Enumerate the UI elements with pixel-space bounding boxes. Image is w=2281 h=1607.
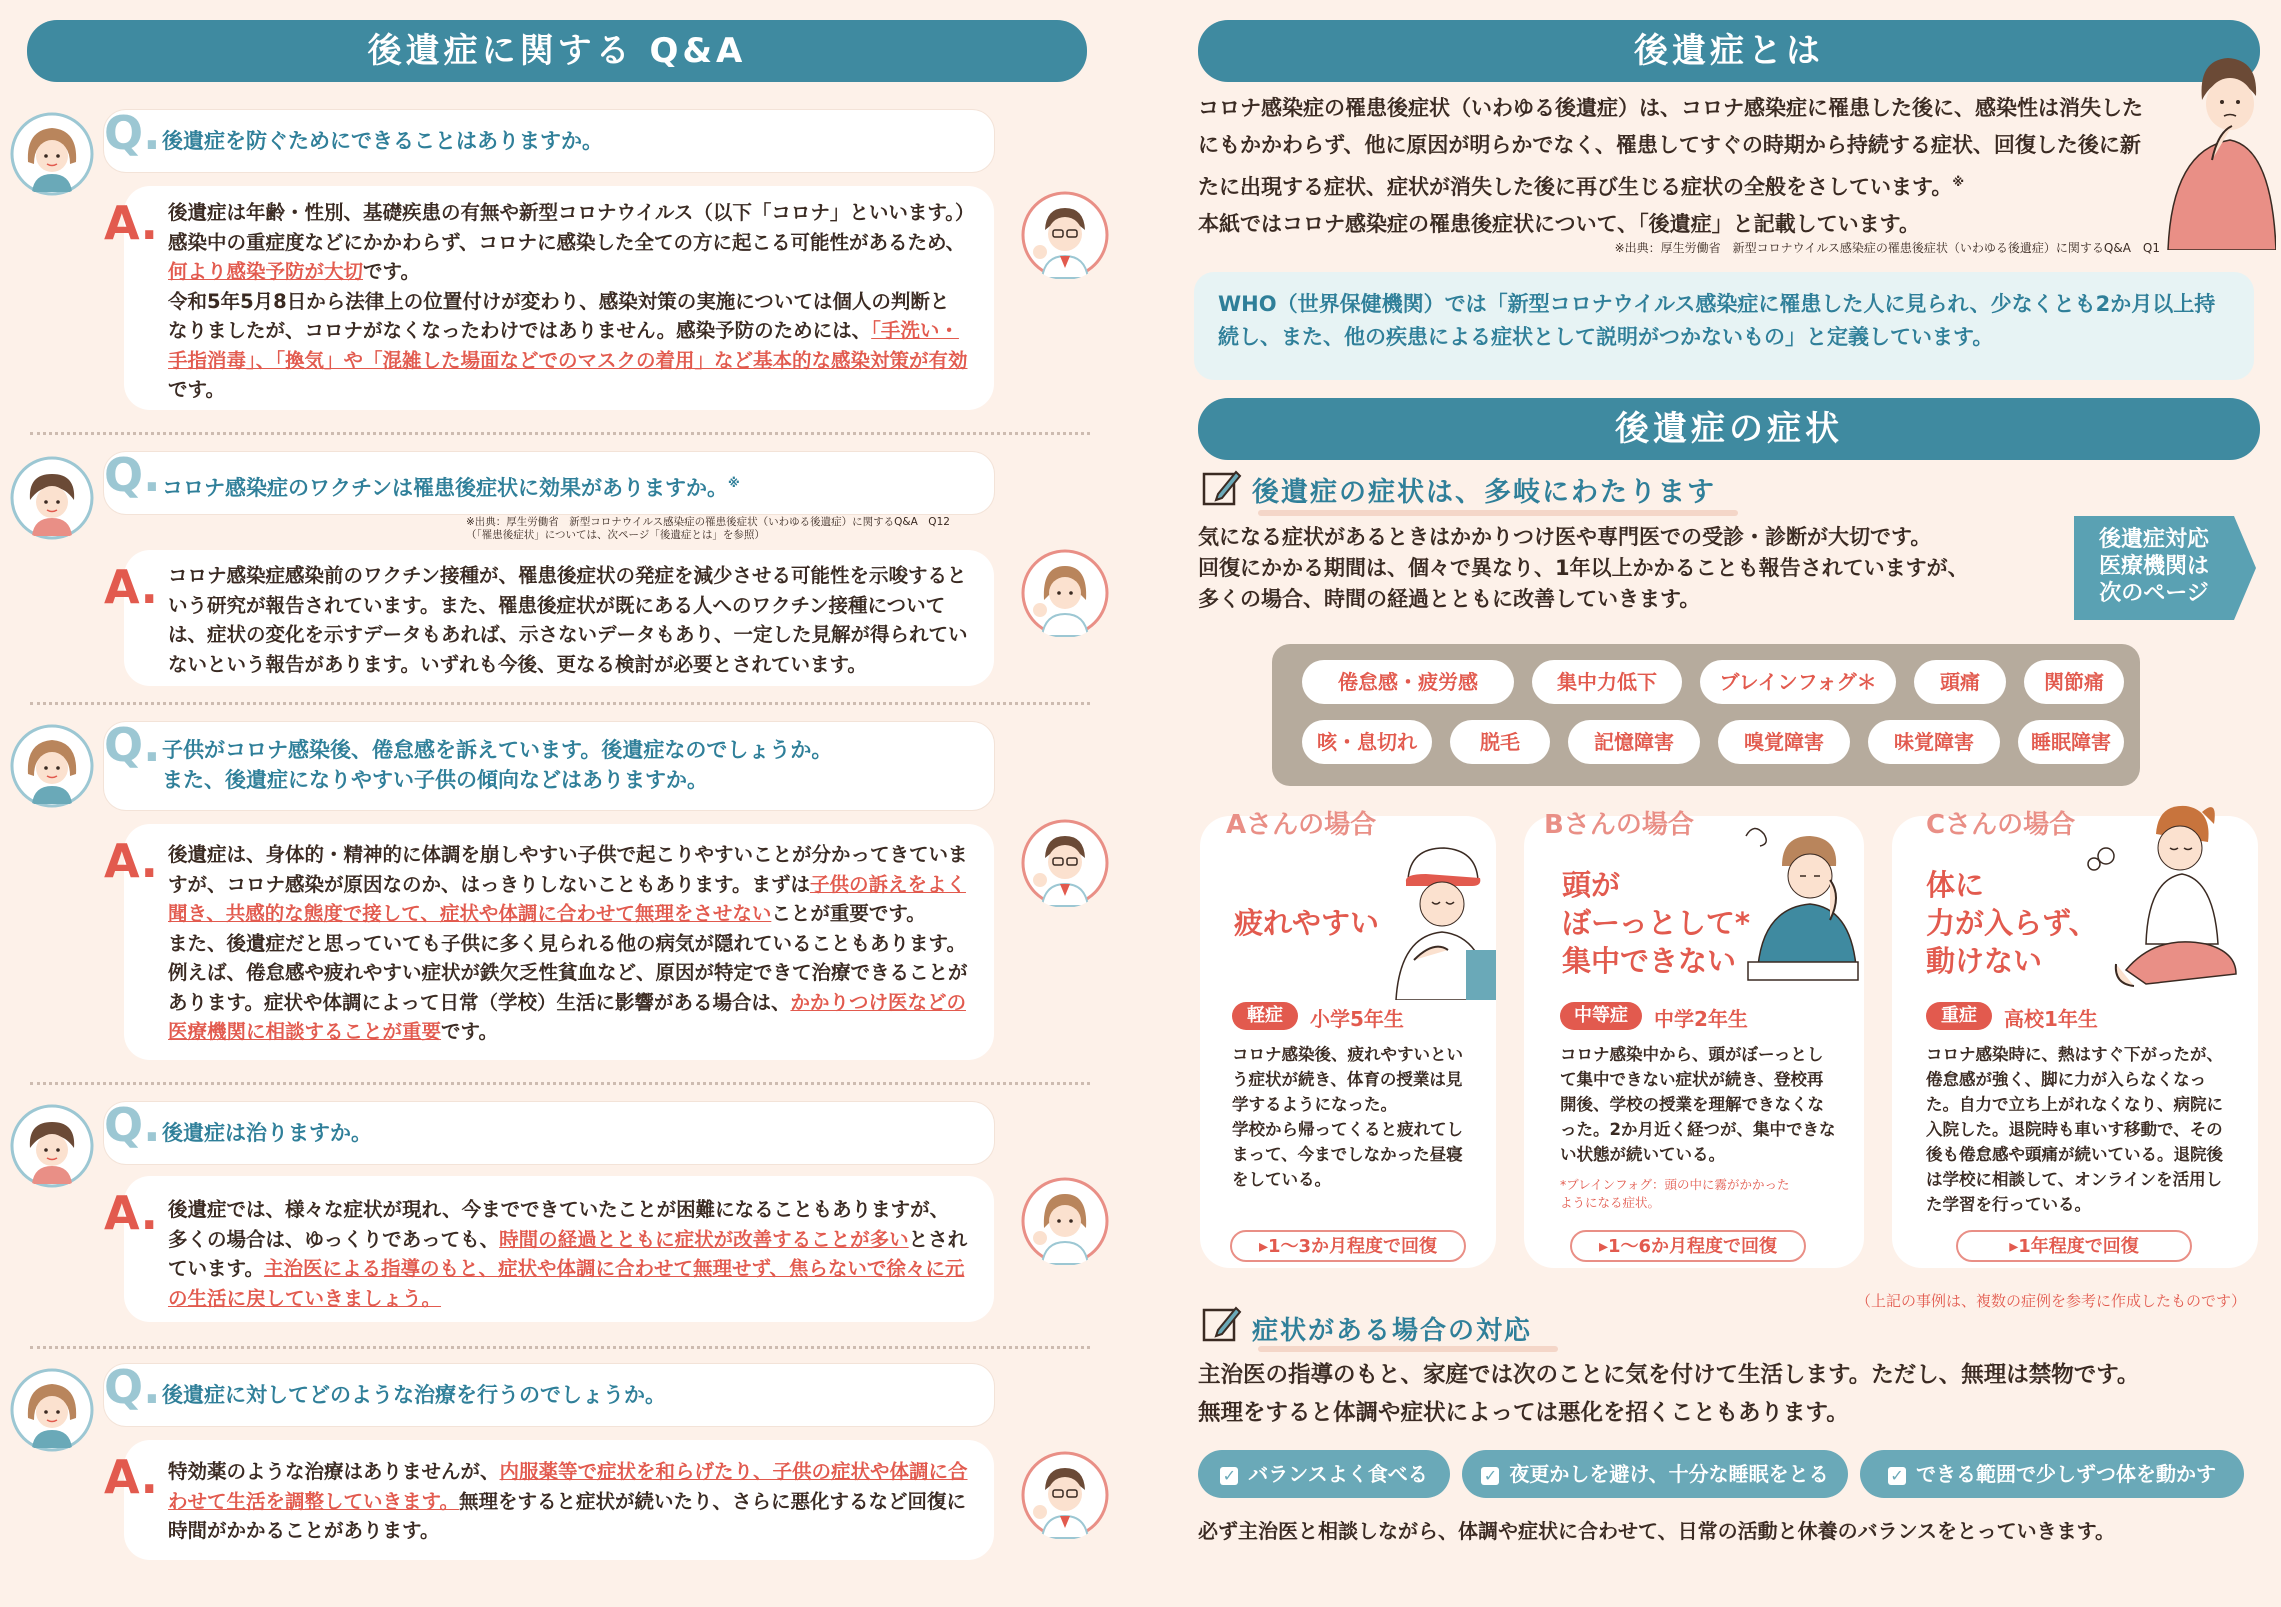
highlighted-text: 子供の訴えをよく聞き、共感的な態度で接して、症状や体調に合わせて無理をさせない [168, 872, 966, 925]
answer-3 [168, 840, 968, 1047]
case-description: コロナ感染時に、熱はすぐ下がったが、倦怠感が強く、脚に力が入らなくなった。自力で立ち上がれなくなり、病院に入院した。退院時も車いす移動で、その後も倦怠感や頭痛が続いている。退院後は学校に相談して、オンラインを活用した学習を行っている。 [1926, 1045, 2223, 1214]
case-title: Cさんの場合 [1926, 810, 2076, 840]
severity-badge: 軽症 [1232, 1002, 1298, 1030]
symptom-tag: 倦怠感・疲労感 [1302, 660, 1514, 704]
severity-badge: 重症 [1926, 1002, 1992, 1030]
question-2: コロナ感染症のワクチンは罹患後症状に効果がありますか。※ [162, 476, 740, 500]
case-grade: 小学5年生 [1310, 1007, 1404, 1031]
answer-text-segment: 特効薬のような治療はありませんが、 [168, 1460, 500, 1483]
a-mark: A. [104, 834, 158, 888]
symptoms-subheading: 後遺症の症状は、多岐にわたります [1252, 477, 1716, 508]
case-title: Bさんの場合 [1544, 810, 1694, 840]
who-definition-box: WHO（世界保健機関）では「新型コロナウイルス感染症に罹患した人に見られ、少なくとも2か月以上持続し、また、他の疾患による症状として説明がつかないもの」と定義しています。 [1194, 272, 2254, 380]
next-page-tab[interactable]: 後遺症対応 医療機関は 次のページ [2074, 516, 2234, 620]
recovery-pill: ▸1〜6か月程度で回復 [1570, 1230, 1806, 1262]
answer-2 [168, 561, 968, 679]
questioner-avatar [10, 112, 94, 196]
pencil-icon [1202, 466, 1242, 506]
answer-text-segment: 後遺症では、様々な症状が現れ、今までできていたことが困難になることもありますが、多くの場合は、ゆっくりであっても、 [168, 1198, 950, 1251]
symptoms-text: 気になる症状があるときはかかりつけ医や専門医での受診・診断が大切です。 回復にかかる期間は、個々で異なり、1年以上かかることも報告されていますが、 多くの場合、時間の経過とともに改善していきます。 [1198, 525, 1969, 611]
symptom-tag: 咳・息切れ [1302, 720, 1432, 764]
answer-text-segment: また、後遺症だと思っていても子供に多く見られる他の病気が隠れていることもあります。例えば、倦怠感や疲れやすい症状が鉄欠乏性貧血など、原因が特定できて治療できることがあります。症状や体調によって日常（学校）生活に影響がある場合は、 [168, 931, 968, 1014]
case-title: Aさんの場合 [1226, 810, 1377, 840]
a-mark: A. [104, 560, 158, 614]
check-item: ✓ できる範囲で少しずつ体を動かす [1860, 1450, 2244, 1498]
checkbox-icon: ✓ [1220, 1467, 1238, 1485]
doctor-avatar [1020, 1176, 1110, 1266]
highlight-underline [1258, 510, 1738, 516]
symptom-tag: 関節痛 [2024, 660, 2124, 704]
answer-text-segment: です。 [441, 1020, 498, 1043]
cases-note: （上記の事例は、複数の症例を参考に作成したものです） [1855, 1292, 2246, 1310]
answer-5 [168, 1457, 968, 1546]
case-footnote: *ブレインフォグ：頭の中に霧がかかったようになる症状。 [1560, 1177, 1790, 1210]
case-grade: 中学2年生 [1654, 1007, 1748, 1031]
case-grade: 高校1年生 [2004, 1007, 2098, 1031]
separator [30, 1346, 1090, 1349]
doctor-avatar [1020, 190, 1110, 280]
questioner-avatar [10, 456, 94, 540]
doctor-avatar [1020, 548, 1110, 638]
case-symptom: 疲れやすい [1234, 906, 1380, 940]
q-mark: Q. [104, 448, 161, 502]
doctor-avatar [1020, 1450, 1110, 1540]
studying-child-illustration [1738, 816, 1864, 992]
case-card-a [1200, 810, 1496, 1268]
highlighted-text: 主治医による指導のもと、症状や体調に合わせて無理せず、焦らないで徐々に元の生活に戻していきましょう。 [168, 1257, 965, 1310]
checkbox-icon: ✓ [1481, 1467, 1499, 1485]
answer-text-segment: 後遺症は年齢・性別、基礎疾患の有無や新型コロナウイルス（以下「コロナ」といいます。）感染中の重症度などにかかわらず、コロナに感染した全ての方に起こる可能性があるため、 [168, 201, 966, 254]
symptom-tag: 嗅覚障害 [1718, 720, 1850, 764]
highlighted-text: かかりつけ医などの医療機関に相談することが重要 [168, 990, 966, 1043]
source-note: ※出典：厚生労働省 新型コロナウイルス感染症の罹患後症状（いわゆる後遺症）に関するQ&A Q12 （「罹患後症状」については、次ページ「後遺症とは」を参照） [466, 516, 950, 541]
footer-text: 必ず主治医と相談しながら、体調や症状に合わせて、日常の活動と休養のバランスをとっていきます。 [1198, 1519, 2115, 1543]
check-item: ✓ 夜更かしを避け、十分な睡眠をとる [1462, 1450, 1848, 1498]
check-item: ✓ バランスよく食べる [1198, 1450, 1450, 1498]
case-card-c [1892, 810, 2258, 1268]
separator [30, 702, 1090, 705]
answer-text-segment: コロナ感染症感染前のワクチン接種が、罹患後症状の発症を減少させる可能性を示唆するという研究が報告されています。また、罹患後症状が既にある人へのワクチン接種については、症状の変化を示すデータもあれば、示さないデータもあり、一定した見解が得られていないという報告があります。いずれも今後、更なる検討が必要とされています。 [168, 564, 968, 676]
symptom-tag: ブレインフォグ＊ [1700, 660, 1896, 704]
answer-text-segment: ことが重要です。 [771, 902, 926, 925]
checkbox-icon: ✓ [1888, 1467, 1906, 1485]
qa-banner: 後遺症に関する Q&A [27, 20, 1087, 82]
case-description: コロナ感染中から、頭がぼーっとして集中できない症状が続き、登校再開後、学校の授業を理解できなくなった。2か月近く経つが、集中できない状態が続いている。 [1560, 1045, 1836, 1164]
about-banner: 後遺症とは [1198, 20, 2260, 82]
symptom-tag: 味覚障害 [1868, 720, 2000, 764]
response-text: 主治医の指導のもと、家庭では次のことに気を付けて生活します。ただし、無理は禁物です。 無理をすると体調や症状によっては悪化を招くこともあります。 [1198, 1362, 2140, 1426]
separator [30, 432, 1090, 435]
highlighted-text: 何より感染予防が大切 [168, 260, 364, 283]
answer-1 [168, 198, 968, 405]
about-text: コロナ感染症の罹患後症状（いわゆる後遺症）は、コロナ感染症に罹患した後に、感染性は消失したにもかかわらず、他に原因が明らかでなく、罹患してすぐの時期から持続する症状、回復した後に新たに出現する症状、症状が消失した後に再び生じる症状の全般をさしています。※ 本紙ではコロナ感染症の罹患後症状について、「後遺症」と記載しています。 [1198, 96, 2143, 236]
answer-text-segment: 後遺症は、身体的・精神的に体調を崩しやすい子供で起こりやすいことが分かってきていますが、コロナ感染が原因なのか、はっきりしないこともあります。まずは [168, 843, 968, 896]
answer-text-segment: とされています。 [168, 1227, 968, 1280]
recovery-pill: ▸1年程度で回復 [1956, 1230, 2192, 1262]
symptom-tag: 集中力低下 [1532, 660, 1682, 704]
highlighted-text: 時間の経過とともに症状が改善することが多い [499, 1227, 909, 1251]
case-symptom: 頭が ぼーっとして* 集中できない [1562, 868, 1751, 978]
separator [30, 1082, 1090, 1085]
doctor-avatar [1020, 818, 1110, 908]
pencil-icon [1202, 1302, 1242, 1342]
question-5: 後遺症に対してどのような治療を行うのでしょうか。 [162, 1383, 666, 1407]
answer-text-segment: です。 [363, 260, 420, 283]
about-source-note: ※出典：厚生労働省 新型コロナウイルス感染症の罹患後症状（いわゆる後遺症）に関するQ&A Q1 [1614, 241, 2160, 255]
answer-4 [168, 1195, 968, 1313]
thinking-person-illustration [2158, 40, 2276, 250]
symptom-tag: 頭痛 [1914, 660, 2006, 704]
symptoms-banner: 後遺症の症状 [1198, 398, 2260, 460]
case-symptom: 体に 力が入らず、 動けない [1926, 868, 2098, 978]
symptom-tag-box [1272, 644, 2140, 786]
answer-text-segment: 無理をすると症状が続いたり、さらに悪化するなど回復に時間がかかることがあります。 [168, 1489, 966, 1542]
question-1: 後遺症を防ぐためにできることはありますか。 [162, 129, 603, 153]
symptom-tag: 脱毛 [1450, 720, 1550, 764]
symptom-tag: 記憶障害 [1568, 720, 1700, 764]
question-4: 後遺症は治りますか。 [162, 1121, 372, 1145]
q-mark: Q. [104, 106, 161, 160]
answer-text-segment: 令和5年5月8日から法律上の位置付けが変わり、感染対策の実施については個人の判断となりましたが、コロナがなくなったわけではありません。感染予防のためには、 [168, 289, 950, 342]
case-card-b [1524, 810, 1864, 1268]
a-mark: A. [104, 1450, 158, 1504]
a-mark: A. [104, 196, 158, 250]
q-mark: Q. [104, 1098, 161, 1152]
q-mark: Q. [104, 718, 161, 772]
highlighted-text: 「手洗い・手指消毒」、「換気」や「混雑した場面などでのマスクの着用」など基本的な感染対策が有効 [168, 319, 968, 372]
highlight-underline [1258, 1346, 1558, 1352]
tired-child-illustration [1386, 840, 1496, 1000]
highlighted-text: 内服薬等で症状を和らげたり、子供の症状や体調に合わせて生活を調整していきます。 [168, 1460, 968, 1513]
symptom-tag: 睡眠障害 [2018, 720, 2124, 764]
tab-arrow [2234, 516, 2256, 620]
questioner-avatar [10, 1368, 94, 1452]
questioner-avatar [10, 724, 94, 808]
severity-badge: 中等症 [1560, 1002, 1642, 1030]
recovery-pill: ▸1〜3か月程度で回復 [1230, 1230, 1466, 1262]
weak-child-illustration [2086, 794, 2258, 994]
answer-text-segment: です。 [168, 378, 225, 401]
case-description: コロナ感染後、疲れやすいという症状が続き、体育の授業は見学するようになった。 学校から帰ってくると疲れてしまって、今までしなかった昼寝をしている。 [1232, 1045, 1463, 1189]
a-mark: A. [104, 1186, 158, 1240]
q-mark: Q. [104, 1360, 161, 1414]
response-subheading: 症状がある場合の対応 [1252, 1316, 1533, 1346]
question-3: 子供がコロナ感染後、倦怠感を訴えています。後遺症なのでしょうか。 また、後遺症になりやすい子供の傾向などはありますか。 [162, 738, 833, 792]
questioner-avatar [10, 1104, 94, 1188]
